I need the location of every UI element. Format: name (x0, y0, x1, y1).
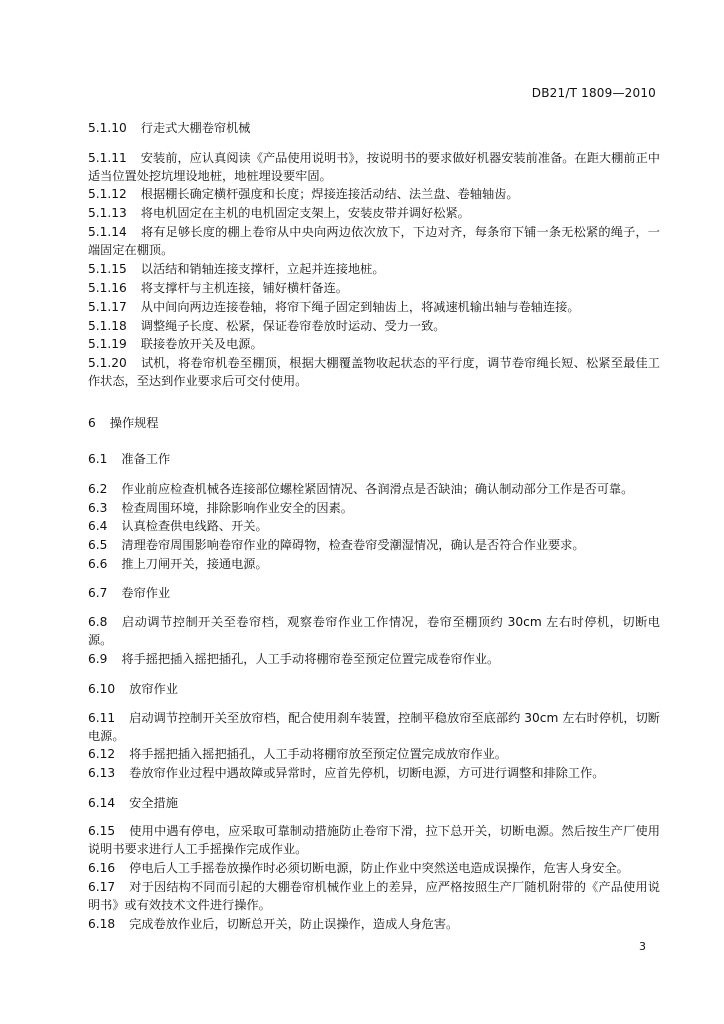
clause-number: 5.1.12 (88, 187, 127, 201)
clause-text: 放帘作业 (129, 682, 178, 696)
clause-text: 启动调节控制开关至放帘档，配合使用刹车装置，控制平稳放帘至底部约 30cm 左右时停机，切断电源。 (88, 711, 660, 743)
clause-number: 5.1.11 (88, 151, 127, 165)
clause-text: 作业前应检查机械各连接部位螺栓紧固情况、各润滑点是否缺油；确认制动部分工作是否可靠。 (121, 482, 634, 496)
clause-6-8 (88, 613, 660, 649)
clause-number: 6.18 (88, 917, 116, 931)
clause-5-1-15 (88, 260, 660, 278)
clause-5-1-14 (88, 223, 660, 259)
clause-number: 5.1.16 (88, 281, 127, 295)
clause-5-1-16 (88, 279, 660, 297)
clause-number: 6.8 (88, 615, 108, 629)
clause-text: 行走式大棚卷帘机械 (140, 121, 251, 135)
clause-text: 使用中遇有停电，应采取可靠制动措施防止卷帘下滑，拉下总开关，切断电源。然后按生产厂使用说明书要求进行人工手摇操作完成作业。 (88, 824, 660, 856)
clause-text: 将支撑杆与主机连接，铺好横杆备连。 (140, 281, 348, 295)
clause-6-15 (88, 822, 660, 858)
clause-number: 6.1 (88, 452, 108, 466)
clause-6-1 (88, 450, 660, 468)
clause-text: 将电机固定在主机的电机固定支架上，安装皮带并调好松紧。 (140, 206, 470, 220)
clause-6-3 (88, 499, 660, 517)
clause-6-11 (88, 709, 660, 745)
clause-text: 卷放帘作业过程中遇故障或异常时，应首先停机，切断电源，方可进行调整和排除工作。 (129, 766, 605, 780)
clause-text: 安装前，应认真阅读《产品使用说明书》，按说明书的要求做好机器安装前准备。在距大棚前正中适当位置处挖坑埋设地桩，地桩埋设要牢固。 (88, 151, 660, 183)
clause-5-1-12 (88, 185, 660, 203)
clause-number: 5.1.13 (88, 206, 127, 220)
clause-text: 操作规程 (109, 416, 159, 430)
clause-text: 检查周围环境，排除影响作业安全的因素。 (121, 501, 353, 515)
clause-number: 6.10 (88, 682, 116, 696)
clause-number: 5.1.18 (88, 319, 127, 333)
clause-text: 清理卷帘周围影响卷帘作业的障碍物，检查卷帘受潮湿情况，确认是否符合作业要求。 (121, 538, 585, 552)
clause-5-1-19 (88, 335, 660, 353)
page-number: 3 (639, 940, 646, 953)
clause-number: 5.1.14 (88, 225, 127, 239)
clause-6-13 (88, 764, 660, 782)
clause-number: 6 (88, 416, 96, 430)
clause-number: 6.17 (88, 880, 116, 894)
clause-number: 6.13 (88, 766, 116, 780)
clause-6-9 (88, 650, 660, 668)
clause-6-17 (88, 878, 660, 914)
clause-text: 将手摇把插入摇把插孔，人工手动将棚帘卷至预定位置完成卷帘作业。 (121, 652, 500, 666)
clause-number: 6.11 (88, 711, 116, 725)
clause-number: 6.5 (88, 538, 108, 552)
clause-number: 6.6 (88, 557, 108, 571)
clause-6-16 (88, 859, 660, 877)
clause-number: 5.1.20 (88, 356, 127, 370)
clause-6-6 (88, 555, 660, 573)
clause-5-1-20 (88, 354, 660, 390)
clause-5-1-18 (88, 317, 660, 335)
clause-text: 卷帘作业 (121, 586, 171, 600)
clause-number: 6.7 (88, 586, 108, 600)
clause-number: 6.2 (88, 482, 108, 496)
clause-6-18 (88, 915, 660, 933)
clause-number: 5.1.15 (88, 262, 127, 276)
clause-number: 6.3 (88, 501, 108, 515)
clause-number: 6.15 (88, 824, 116, 838)
clause-text: 认真检查供电线路、开关。 (121, 519, 268, 533)
clause-number: 6.16 (88, 861, 116, 875)
section-6-heading (88, 414, 660, 432)
clause-text: 联接卷放开关及电源。 (140, 337, 263, 351)
clause-text: 准备工作 (121, 452, 171, 466)
clause-number: 6.4 (88, 519, 108, 533)
clause-text: 对于因结构不同而引起的大棚卷帘机械作业上的差异，应严格按照生产厂随机附带的《产品使用说明书》或有效技术文件进行操作。 (88, 880, 660, 912)
clause-number: 5.1.10 (88, 121, 127, 135)
clause-6-14 (88, 794, 660, 812)
clause-text: 完成卷放作业后，切断总开关，防止误操作，造成人身危害。 (129, 917, 459, 931)
clause-6-5 (88, 536, 660, 554)
clause-5-1-13 (88, 204, 660, 222)
clause-text: 安全措施 (129, 796, 178, 810)
clause-6-4 (88, 517, 660, 535)
clause-text: 推上刀闸开关，接通电源。 (121, 557, 268, 571)
clause-number: 5.1.19 (88, 337, 127, 351)
clause-text: 停电后人工手摇卷放操作时必须切断电源，防止作业中突然送电造成误操作，危害人身安全。 (129, 861, 629, 875)
clause-text: 试机，将卷帘机卷至棚顶，根据大棚覆盖物收起状态的平行度，调节卷帘绳长短、松紧至最佳工作状态，至达到作业要求后可交付使用。 (88, 356, 660, 388)
clause-number: 6.12 (88, 747, 116, 761)
clause-text: 将手摇把插入摇把插孔，人工手动将棚帘放至预定位置完成放帘作业。 (129, 747, 507, 761)
clause-number: 5.1.17 (88, 300, 127, 314)
clause-text: 以活结和销轴连接支撑杆，立起并连接地桩。 (140, 262, 385, 276)
clause-number: 6.14 (88, 796, 116, 810)
clause-number: 6.9 (88, 652, 108, 666)
clause-text: 调整绳子长度、松紧，保证卷帘卷放时运动、受力一致。 (140, 319, 446, 333)
clause-text: 根据棚长确定横杆强度和长度；焊接连接活动结、法兰盘、卷轴轴齿。 (140, 187, 519, 201)
clause-5-1-10 (88, 119, 660, 137)
clause-text: 从中间向两边连接卷轴，将帘下绳子固定到轴齿上，将减速机输出轴与卷轴连接。 (140, 300, 580, 314)
clause-6-2 (88, 480, 660, 498)
clause-text: 将有足够长度的棚上卷帘从中央向两边依次放下，下边对齐，每条帘下铺一条无松紧的绳子，一端固定在棚顶。 (88, 225, 660, 257)
clause-5-1-17 (88, 298, 660, 316)
clause-5-1-11 (88, 149, 660, 185)
clause-6-10 (88, 680, 660, 698)
clause-6-7 (88, 584, 660, 602)
clause-text: 启动调节控制开关至卷帘档，观察卷帘作业工作情况，卷帘至棚顶约 30cm 左右时停机，切断电源。 (88, 615, 660, 647)
standard-code: DB21/T 1809—2010 (531, 86, 656, 100)
clause-6-12 (88, 745, 660, 763)
